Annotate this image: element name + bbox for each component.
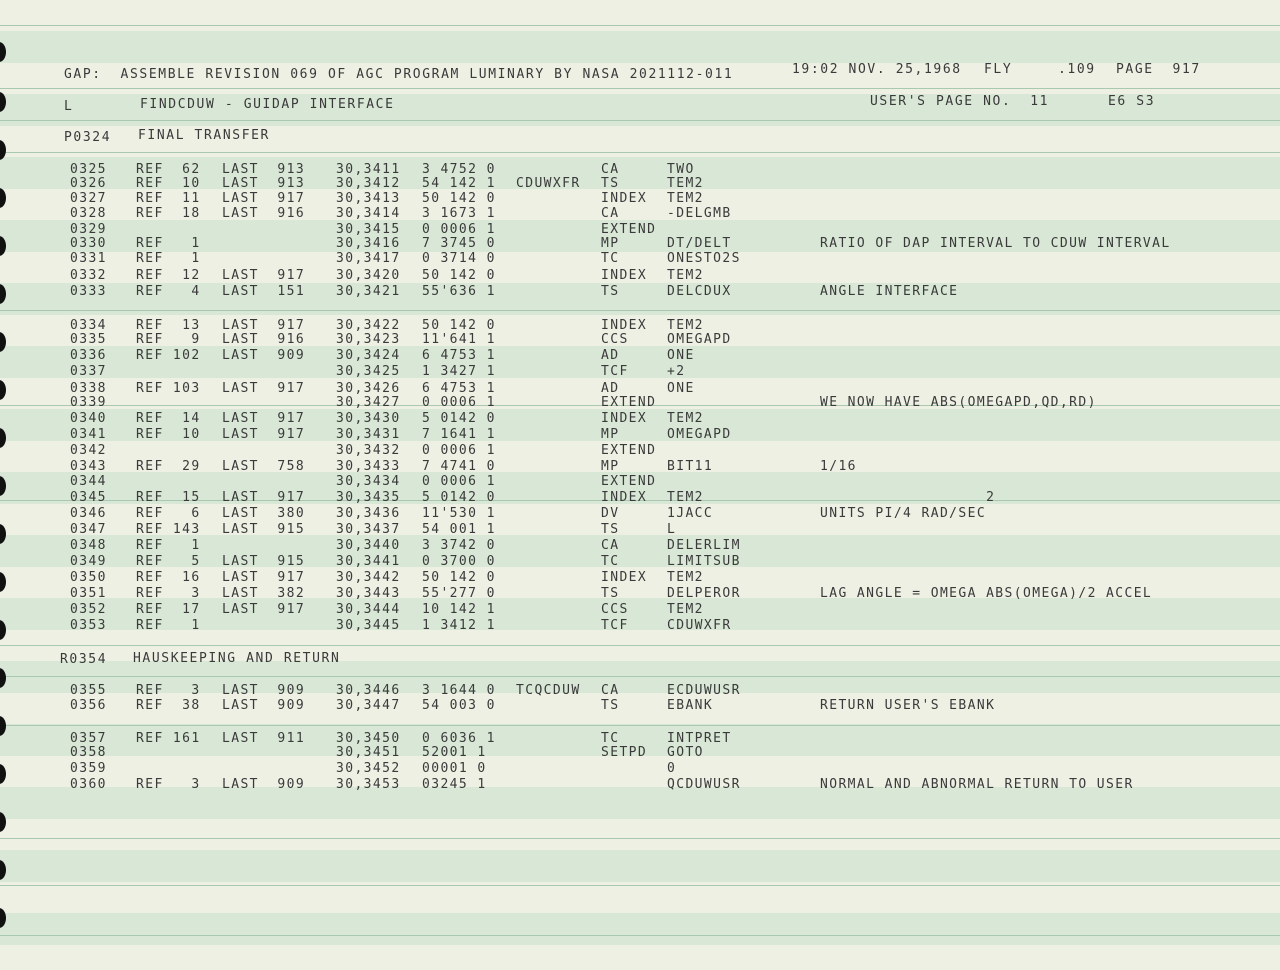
ref-count: REF 3 <box>136 586 201 601</box>
octal-word: 0 3714 0 <box>422 251 496 266</box>
line-number: 0341 <box>70 427 107 442</box>
operand: TEM2 <box>667 176 704 191</box>
opcode: TS <box>601 176 620 191</box>
sprocket-hole <box>0 236 6 256</box>
sprocket-hole <box>0 188 6 208</box>
last-ref: LAST 382 <box>222 586 306 601</box>
operand: TEM2 <box>667 570 704 585</box>
operand: TEM2 <box>667 490 704 505</box>
group-id: P0324 <box>64 130 112 145</box>
octal-word: 1 3427 1 <box>422 364 496 379</box>
octal-word: 00001 0 <box>422 761 487 776</box>
ref-count: REF 17 <box>136 602 201 617</box>
octal-word: 55'636 1 <box>422 284 496 299</box>
address: 30,3433 <box>336 459 401 474</box>
line-number: 0328 <box>70 206 107 221</box>
sprocket-hole <box>0 92 6 112</box>
address: 30,3450 <box>336 731 401 746</box>
sprocket-hole <box>0 812 6 832</box>
opcode: INDEX <box>601 191 648 206</box>
rule-line <box>0 25 1280 26</box>
line-number: 0351 <box>70 586 107 601</box>
ref-count: REF 4 <box>136 284 201 299</box>
operand: 1JACC <box>667 506 714 521</box>
ref-count: REF 102 <box>136 348 201 363</box>
opcode: CA <box>601 206 620 221</box>
ref-count: REF 6 <box>136 506 201 521</box>
octal-word: 7 4741 0 <box>422 459 496 474</box>
last-ref: LAST 917 <box>222 381 306 396</box>
line-number: 0340 <box>70 411 107 426</box>
address: 30,3411 <box>336 162 401 177</box>
sprocket-hole <box>0 908 6 928</box>
operand: DT/DELT <box>667 236 732 251</box>
last-ref: LAST 151 <box>222 284 306 299</box>
line-number: 0325 <box>70 162 107 177</box>
line-number: 0342 <box>70 443 107 458</box>
line-number: 0330 <box>70 236 107 251</box>
ref-count: REF 29 <box>136 459 201 474</box>
line-number: 0343 <box>70 459 107 474</box>
ref-count: REF 1 <box>136 251 201 266</box>
address: 30,3442 <box>336 570 401 585</box>
address: 30,3447 <box>336 698 401 713</box>
opcode: EXTEND <box>601 395 657 410</box>
address: 30,3414 <box>336 206 401 221</box>
opcode: CA <box>601 538 620 553</box>
address: 30,3425 <box>336 364 401 379</box>
opcode: TS <box>601 284 620 299</box>
group-id: R0354 <box>60 652 108 667</box>
rule-line <box>0 935 1280 936</box>
octal-word: 7 3745 0 <box>422 236 496 251</box>
last-ref: LAST 913 <box>222 176 306 191</box>
operand: TEM2 <box>667 318 704 333</box>
operand: -DELGMB <box>667 206 732 221</box>
sprocket-hole <box>0 380 6 400</box>
log-label: L <box>64 99 74 114</box>
opcode: MP <box>601 427 620 442</box>
address: 30,3443 <box>336 586 401 601</box>
address: 30,3421 <box>336 284 401 299</box>
line-number: 0346 <box>70 506 107 521</box>
address: 30,3416 <box>336 236 401 251</box>
address: 30,3435 <box>336 490 401 505</box>
opcode: EXTEND <box>601 474 657 489</box>
operand: ONESTO2S <box>667 251 741 266</box>
opcode: SETPD <box>601 745 648 760</box>
ref-count: REF 12 <box>136 268 201 283</box>
address: 30,3427 <box>336 395 401 410</box>
line-number: 0332 <box>70 268 107 283</box>
line-number: 0356 <box>70 698 107 713</box>
sprocket-hole <box>0 572 6 592</box>
ref-count: REF 9 <box>136 332 201 347</box>
opcode: CCS <box>601 332 629 347</box>
opcode: EXTEND <box>601 443 657 458</box>
octal-word: 11'530 1 <box>422 506 496 521</box>
rule-line <box>0 676 1280 677</box>
sprocket-hole <box>0 524 6 544</box>
last-ref: LAST 917 <box>222 318 306 333</box>
opcode: TCF <box>601 618 629 633</box>
line-number: 0326 <box>70 176 107 191</box>
last-ref: LAST 758 <box>222 459 306 474</box>
operand: +2 <box>667 364 686 379</box>
opcode: TC <box>601 251 620 266</box>
octal-word: 55'277 0 <box>422 586 496 601</box>
operand: BIT11 <box>667 459 714 474</box>
octal-word: 6 4753 1 <box>422 348 496 363</box>
operand: DELERLIM <box>667 538 741 553</box>
octal-word: 5 0142 0 <box>422 411 496 426</box>
line-number: 0350 <box>70 570 107 585</box>
rule-line <box>0 88 1280 89</box>
operand: GOTO <box>667 745 704 760</box>
octal-word: 1 3412 1 <box>422 618 496 633</box>
opcode: TS <box>601 586 620 601</box>
octal-word: 50 142 0 <box>422 268 496 283</box>
address: 30,3431 <box>336 427 401 442</box>
octal-word: 54 142 1 <box>422 176 496 191</box>
comment: RATIO OF DAP INTERVAL TO CDUW INTERVAL <box>820 236 1171 251</box>
octal-word: 0 6036 1 <box>422 731 496 746</box>
line-number: 0347 <box>70 522 107 537</box>
address: 30,3445 <box>336 618 401 633</box>
address: 30,3432 <box>336 443 401 458</box>
octal-word: 3 1644 0 <box>422 683 496 698</box>
ref-count: REF 11 <box>136 191 201 206</box>
last-ref: LAST 916 <box>222 206 306 221</box>
opcode: AD <box>601 381 620 396</box>
operand: OMEGAPD <box>667 332 732 347</box>
sprocket-hole <box>0 42 6 62</box>
ref-count: REF 13 <box>136 318 201 333</box>
address: 30,3446 <box>336 683 401 698</box>
operand: QCDUWUSR <box>667 777 741 792</box>
operand: DELPEROR <box>667 586 741 601</box>
operand: DELCDUX <box>667 284 732 299</box>
rule-line <box>0 120 1280 121</box>
octal-word: 50 142 0 <box>422 318 496 333</box>
comment: 1/16 <box>820 459 857 474</box>
address: 30,3451 <box>336 745 401 760</box>
octal-word: 50 142 0 <box>422 191 496 206</box>
octal-word: 03245 1 <box>422 777 487 792</box>
comment: 2 <box>820 490 996 505</box>
opcode: MP <box>601 459 620 474</box>
opcode: INDEX <box>601 411 648 426</box>
mode-flag: FLY <box>984 62 1013 77</box>
last-ref: LAST 909 <box>222 348 306 363</box>
build-number: .109 <box>1058 62 1096 77</box>
ref-count: REF 1 <box>136 618 201 633</box>
last-ref: LAST 917 <box>222 570 306 585</box>
group-title: FINAL TRANSFER <box>138 128 270 143</box>
operand: CDUWXFR <box>667 618 732 633</box>
line-number: 0344 <box>70 474 107 489</box>
address: 30,3424 <box>336 348 401 363</box>
program-header: GAP: ASSEMBLE REVISION 069 OF AGC PROGRAM LUMINARY BY NASA 2021112-011 <box>64 67 734 82</box>
rule-line <box>0 152 1280 153</box>
rule-line <box>0 310 1280 311</box>
bank-label: E6 S3 <box>1108 94 1156 109</box>
line-number: 0338 <box>70 381 107 396</box>
address: 30,3436 <box>336 506 401 521</box>
address: 30,3423 <box>336 332 401 347</box>
operand: TEM2 <box>667 411 704 426</box>
last-ref: LAST 915 <box>222 554 306 569</box>
address: 30,3434 <box>336 474 401 489</box>
rule-line <box>0 838 1280 839</box>
last-ref: LAST 909 <box>222 777 306 792</box>
octal-word: 50 142 0 <box>422 570 496 585</box>
last-ref: LAST 380 <box>222 506 306 521</box>
last-ref: LAST 916 <box>222 332 306 347</box>
last-ref: LAST 917 <box>222 268 306 283</box>
ref-count: REF 103 <box>136 381 201 396</box>
line-number: 0359 <box>70 761 107 776</box>
ref-count: REF 62 <box>136 162 201 177</box>
line-number: 0327 <box>70 191 107 206</box>
opcode: DV <box>601 506 620 521</box>
opcode: TC <box>601 554 620 569</box>
last-ref: LAST 917 <box>222 602 306 617</box>
address: 30,3420 <box>336 268 401 283</box>
ref-count: REF 18 <box>136 206 201 221</box>
opcode: TS <box>601 522 620 537</box>
opcode: TC <box>601 731 620 746</box>
sprocket-hole <box>0 332 6 352</box>
rule-line <box>0 725 1280 726</box>
octal-word: 3 4752 0 <box>422 162 496 177</box>
operand: TEM2 <box>667 602 704 617</box>
octal-word: 0 0006 1 <box>422 395 496 410</box>
rule-line <box>0 885 1280 886</box>
line-number: 0352 <box>70 602 107 617</box>
octal-word: 54 003 0 <box>422 698 496 713</box>
rule-line <box>0 645 1280 646</box>
opcode: CA <box>601 162 620 177</box>
ref-count: REF 5 <box>136 554 201 569</box>
opcode: CCS <box>601 602 629 617</box>
sprocket-hole <box>0 140 6 160</box>
opcode: AD <box>601 348 620 363</box>
operand: ECDUWUSR <box>667 683 741 698</box>
line-number: 0333 <box>70 284 107 299</box>
line-number: 0358 <box>70 745 107 760</box>
address: 30,3453 <box>336 777 401 792</box>
octal-word: 0 3700 0 <box>422 554 496 569</box>
timestamp: 19:02 NOV. 25,1968 <box>792 62 962 77</box>
ref-count: REF 38 <box>136 698 201 713</box>
users-page: USER'S PAGE NO. 11 <box>870 94 1050 109</box>
last-ref: LAST 909 <box>222 698 306 713</box>
opcode: TCF <box>601 364 629 379</box>
opcode: INDEX <box>601 318 648 333</box>
code-label: TCQCDUW <box>516 683 581 698</box>
operand: TEM2 <box>667 268 704 283</box>
address: 30,3415 <box>336 222 401 237</box>
address: 30,3422 <box>336 318 401 333</box>
ref-count: REF 3 <box>136 777 201 792</box>
last-ref: LAST 917 <box>222 490 306 505</box>
sprocket-hole <box>0 428 6 448</box>
line-number: 0360 <box>70 777 107 792</box>
group-title: HAUSKEEPING AND RETURN <box>133 651 341 666</box>
operand: ONE <box>667 348 695 363</box>
operand: EBANK <box>667 698 714 713</box>
octal-word: 0 0006 1 <box>422 443 496 458</box>
comment: RETURN USER'S EBANK <box>820 698 996 713</box>
opcode: EXTEND <box>601 222 657 237</box>
code-label: CDUWXFR <box>516 176 581 191</box>
octal-word: 0 0006 1 <box>422 222 496 237</box>
last-ref: LAST 911 <box>222 731 306 746</box>
line-number: 0336 <box>70 348 107 363</box>
sprocket-hole <box>0 620 6 640</box>
line-number: 0335 <box>70 332 107 347</box>
line-number: 0329 <box>70 222 107 237</box>
ref-count: REF 16 <box>136 570 201 585</box>
ref-count: REF 10 <box>136 176 201 191</box>
octal-word: 0 0006 1 <box>422 474 496 489</box>
opcode: INDEX <box>601 570 648 585</box>
section-title: FINDCDUW - GUIDAP INTERFACE <box>140 97 395 112</box>
address: 30,3412 <box>336 176 401 191</box>
address: 30,3417 <box>336 251 401 266</box>
line-number: 0353 <box>70 618 107 633</box>
octal-word: 3 1673 1 <box>422 206 496 221</box>
comment: UNITS PI/4 RAD/SEC <box>820 506 987 521</box>
line-number: 0349 <box>70 554 107 569</box>
address: 30,3430 <box>336 411 401 426</box>
operand: ONE <box>667 381 695 396</box>
operand: INTPRET <box>667 731 732 746</box>
last-ref: LAST 913 <box>222 162 306 177</box>
opcode: TS <box>601 698 620 713</box>
operand: LIMITSUB <box>667 554 741 569</box>
sprocket-hole <box>0 716 6 736</box>
line-number: 0345 <box>70 490 107 505</box>
address: 30,3441 <box>336 554 401 569</box>
comment: LAG ANGLE = OMEGA ABS(OMEGA)/2 ACCEL <box>820 586 1153 601</box>
ref-count: REF 161 <box>136 731 201 746</box>
last-ref: LAST 917 <box>222 191 306 206</box>
last-ref: LAST 917 <box>222 427 306 442</box>
operand: TEM2 <box>667 191 704 206</box>
address: 30,3437 <box>336 522 401 537</box>
operand: OMEGAPD <box>667 427 732 442</box>
line-number: 0337 <box>70 364 107 379</box>
opcode: INDEX <box>601 268 648 283</box>
last-ref: LAST 917 <box>222 411 306 426</box>
sprocket-hole <box>0 860 6 880</box>
address: 30,3426 <box>336 381 401 396</box>
ref-count: REF 10 <box>136 427 201 442</box>
last-ref: LAST 909 <box>222 683 306 698</box>
comment: NORMAL AND ABNORMAL RETURN TO USER <box>820 777 1134 792</box>
address: 30,3413 <box>336 191 401 206</box>
sprocket-hole <box>0 284 6 304</box>
octal-word: 54 001 1 <box>422 522 496 537</box>
ref-count: REF 143 <box>136 522 201 537</box>
ref-count: REF 1 <box>136 236 201 251</box>
octal-word: 11'641 1 <box>422 332 496 347</box>
line-number: 0339 <box>70 395 107 410</box>
ref-count: REF 14 <box>136 411 201 426</box>
sprocket-hole <box>0 668 6 688</box>
ref-count: REF 15 <box>136 490 201 505</box>
octal-word: 3 3742 0 <box>422 538 496 553</box>
ref-count: REF 3 <box>136 683 201 698</box>
line-number: 0355 <box>70 683 107 698</box>
opcode: INDEX <box>601 490 648 505</box>
address: 30,3440 <box>336 538 401 553</box>
operand: 0 <box>667 761 677 776</box>
page-number: PAGE 917 <box>1116 62 1201 77</box>
octal-word: 10 142 1 <box>422 602 496 617</box>
line-number: 0331 <box>70 251 107 266</box>
line-number: 0348 <box>70 538 107 553</box>
octal-word: 5 0142 0 <box>422 490 496 505</box>
opcode: MP <box>601 236 620 251</box>
operand: L <box>667 522 677 537</box>
line-number: 0357 <box>70 731 107 746</box>
address: 30,3444 <box>336 602 401 617</box>
address: 30,3452 <box>336 761 401 776</box>
sprocket-hole <box>0 764 6 784</box>
comment: ANGLE INTERFACE <box>820 284 959 299</box>
sprocket-hole <box>0 476 6 496</box>
last-ref: LAST 915 <box>222 522 306 537</box>
ref-count: REF 1 <box>136 538 201 553</box>
octal-word: 7 1641 1 <box>422 427 496 442</box>
octal-word: 52001 1 <box>422 745 487 760</box>
comment: WE NOW HAVE ABS(OMEGAPD,QD,RD) <box>820 395 1097 410</box>
line-number: 0334 <box>70 318 107 333</box>
octal-word: 6 4753 1 <box>422 381 496 396</box>
opcode: CA <box>601 683 620 698</box>
operand: TWO <box>667 162 695 177</box>
